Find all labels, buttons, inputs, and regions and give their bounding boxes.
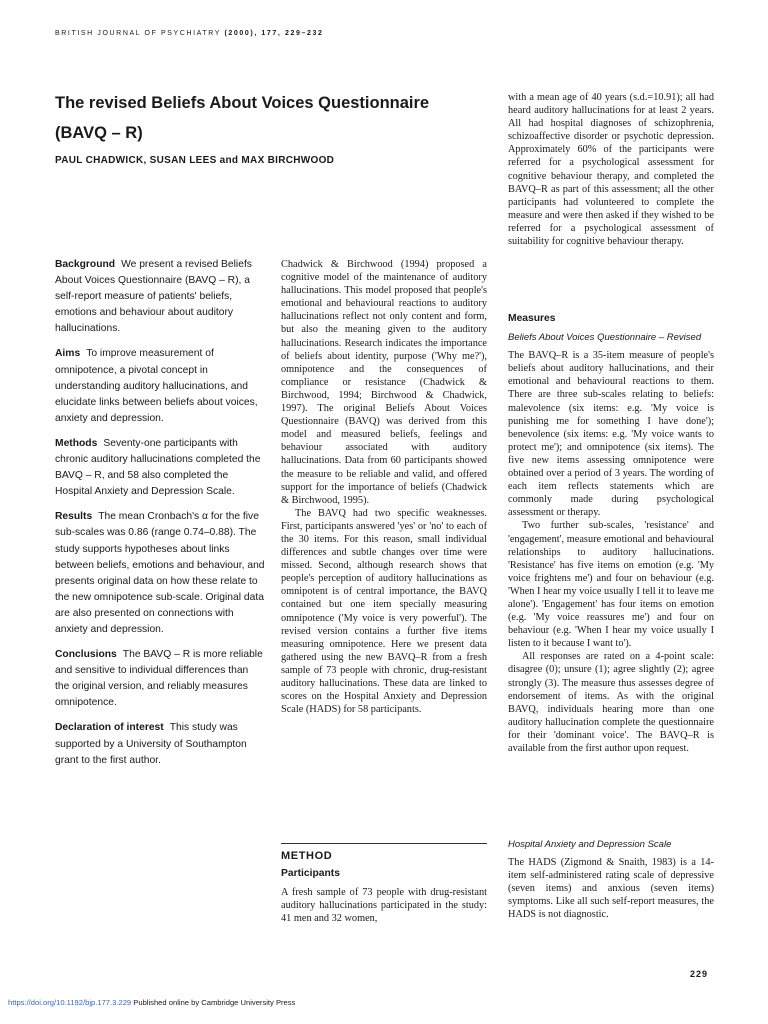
hads-heading: Hospital Anxiety and Depression Scale	[508, 839, 672, 850]
abstract-label: Results	[55, 511, 93, 523]
abstract-text: Seventy-one participants with chronic auditory hallucinations completed the BAVQ – R, and 58 also completed the Hospital Anxiety and Depression Scale.	[55, 437, 261, 498]
title-line-1: The revised Beliefs About Voices Questionnaire	[55, 94, 430, 112]
method-section	[281, 843, 487, 925]
abstract-label: Declaration of interest	[55, 722, 164, 734]
abstract-text: The BAVQ – R is more reliable and sensitive to individual differences than the original version, and reliably measures omnipotence.	[55, 649, 263, 709]
abstract-text: This study was supported by a University of Southampton grant to the first author.	[55, 722, 247, 766]
author-list: PAUL CHADWICK, SUSAN LEES and MAX BIRCHWOOD	[55, 155, 335, 166]
abstract-text: The mean Cronbach's α for the five sub-scales was 0.86 (range 0.74–0.88). The study supports hypotheses about links between beliefs, emotions and behaviour, and presents original data on how these relate to the new omnipotence sub-scale. Original data are also presented on connections with anxiety and depression.	[55, 511, 265, 635]
abstract-label: Conclusions	[55, 649, 117, 661]
bavq-heading: Beliefs About Voices Questionnaire – Revised	[508, 332, 702, 344]
abstract-background	[55, 257, 265, 337]
title-line-2: (BAVQ – R)	[55, 124, 143, 142]
abstract-label: Aims	[55, 348, 81, 360]
abstract-text: We present a revised Beliefs About Voices Questionnaire (BAVQ – R), a self-report measure of patients' beliefs, emotions and behaviour about auditory hallucinations.	[55, 259, 252, 335]
method-heading: METHOD	[281, 843, 487, 863]
introduction	[281, 258, 487, 716]
participants-continued	[508, 91, 714, 248]
abstract-label: Methods	[55, 437, 98, 449]
abstract-text: To improve measurement of omnipotence, a pivotal concept in understanding auditory hallucinations, and elucidate links between beliefs about voices, anxiety and depression.	[55, 348, 258, 424]
bavq-paragraph: All responses are rated on a 4-point scale: disagree (0); unsure (1); agree slightly (2); agree strongly (3). The measure thus assesses degree of endorsement of items. As with the original BAVQ, individuals hearing more than one auditory hallucination complete the questionnaire for their 'dominant voice'. The BAVQ–R is available from the first author upon request.	[508, 651, 714, 754]
abstract-aims	[55, 346, 265, 426]
bavq-paragraph: Two further sub-scales, 'resistance' and 'engagement', measure emotional and behavioural relationships to auditory hallucinations. 'Resistance' has five items on emotion (e.g. 'My voice frightens me') and four on behaviour (e.g. 'When I hear my voice usually I tell it to leave me alone'). 'Engagement' has four items on emotion (e.g. 'My voice reassures me') and four on behaviour (e.g. 'When I hear my voice usually I listen to it because I want to').	[508, 520, 714, 650]
abstract-declaration	[55, 720, 265, 768]
journal-header	[55, 30, 455, 37]
measures-section	[508, 308, 714, 755]
article-title	[55, 88, 475, 148]
bavq-paragraph: The BAVQ–R is a 35-item measure of people's beliefs about auditory hallucinations, and their emotional and behavioural reactions to them. There are three sub-scales relating to beliefs: malevolence (six items: e.g. 'My voice is punishing me for something I have done'); benevolence (six items: e.g. 'My voice wants to protect me'); and omnipotence (six items). The five new items assessing omnipotence were obtained over a period of 3 years. The wording of each item reflects statements which are commonly made during psychological assessment or therapy.	[508, 350, 714, 519]
hads-section	[508, 838, 714, 922]
abstract-label: Background	[55, 259, 116, 270]
intro-paragraph: Chadwick & Birchwood (1994) proposed a cognitive model of the maintenance of auditory hallucinations. This model proposed that people's emotional and behavioural reactions to auditory hallucinations reflect not only content and form, but also the meaning given to the auditory hallucinations. Research indicates the importance of beliefs about identity, purpose ('Why me?'), omnipotence and the consequences of compliance or resistance (Chadwick & Birchwood, 1994; Birchwood & Chadwick, 1997). The original Beliefs About Voices Questionnaire (BAVQ) was derived from this model and measured beliefs, feelings and behaviour associated with auditory hallucinations. Data from 60 participants showed the measure to be reliable and valid, and offered support for the importance of beliefs (Chadwick & Birchwood, 1995).	[281, 259, 487, 506]
participants-text-continued: with a mean age of 40 years (s.d.=10.91); all had heard auditory hallucinations for at least 2 years. All had hospital diagnoses of schizophrenia, schizoaffective disorder or psychotic depression. Approximately 60% of the participants were referred for a psychological assessment for cognitive behaviour therapy, and completed the BAVQ–R as part of this assessment; all the other participants had volunteered to complete the measure and were then asked if they wished to be referred for a psychological assessment of suitability for cognitive behaviour therapy.	[508, 92, 714, 248]
participants-text: A fresh sample of 73 people with drug-resistant auditory hallucinations participated in the study: 41 men and 32 women,	[281, 887, 487, 925]
measures-heading: Measures	[508, 313, 556, 324]
abstract-methods	[55, 436, 265, 500]
abstract-conclusions	[55, 647, 265, 711]
hads-text: The HADS (Zigmond & Snaith, 1983) is a 14-item self-administered rating scale of depressive (seven items) and anxious (seven items) symptoms. Like all such self-report measures, the HADS is not diagnostic.	[508, 857, 714, 921]
journal-citation: (2000), 177, 229–232	[224, 30, 324, 37]
doi-link[interactable]: https://doi.org/10.1192/bjp.177.3.229	[8, 998, 132, 1007]
abstract-results	[55, 509, 265, 638]
journal-name: BRITISH JOURNAL OF PSYCHIATRY	[55, 30, 221, 37]
publisher-note: Published online by Cambridge University Press	[133, 998, 296, 1007]
participants-heading: Participants	[281, 868, 340, 880]
intro-paragraph: The BAVQ had two specific weaknesses. First, participants answered 'yes' or 'no' to each of the 30 items. For this reason, small individual differences and subtle changes over time were missed. Second, although research shows that people's perception of auditory hallucinations as omnipotent is of central importance, the BAVQ contained but one item specially measuring omnipotence ('My voice is very powerful'). The revised version contains a further five items measuring omnipotence. Here we present data gathered using the new BAVQ–R from a fresh sample of 73 people with chronic, drug-resistant auditory hallucinations. These data are linked to scores on the Hospital Anxiety and Depression Scale (HADS) for 58 participants.	[281, 507, 487, 716]
abstract	[55, 257, 265, 778]
footer	[8, 998, 295, 1007]
page-number: 229	[690, 969, 709, 979]
